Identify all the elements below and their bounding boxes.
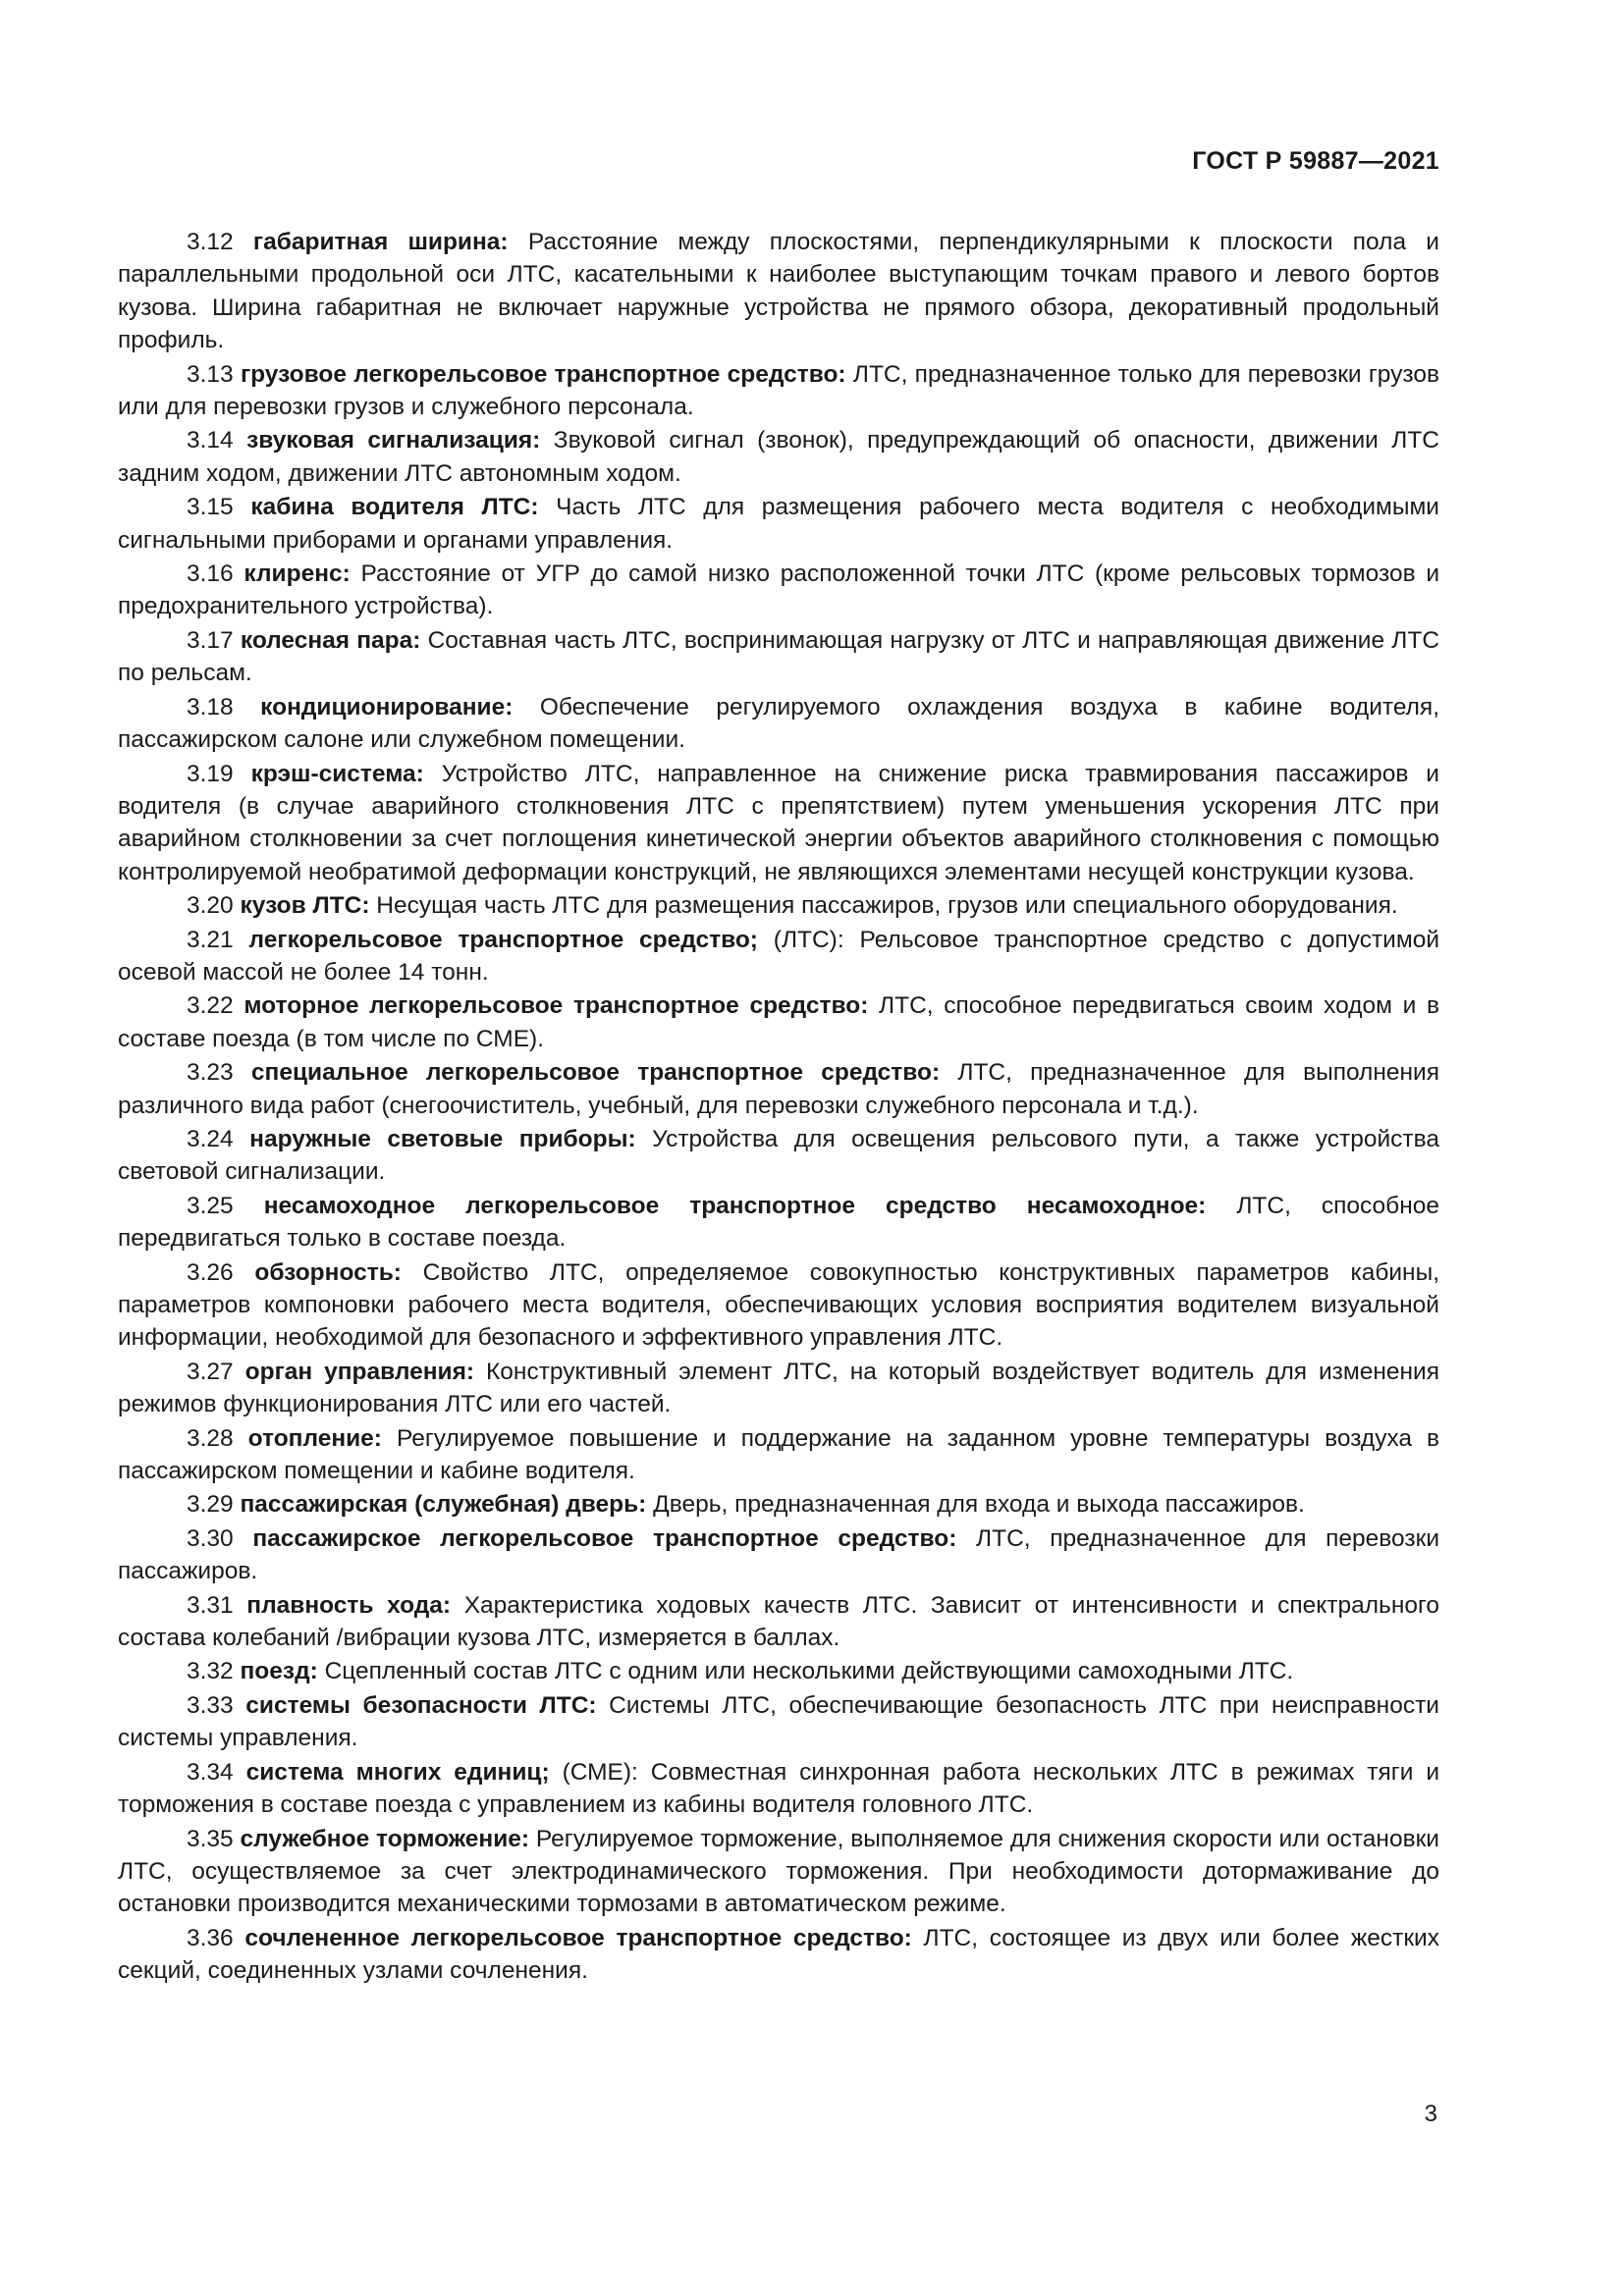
term-name: пассажирское легкорельсовое транспортное средство: xyxy=(252,1524,957,1552)
term-definition xyxy=(118,1356,1439,1421)
term-text: Регулируемое торможение, выполняемое для снижения скорости или остановки ЛТС, осуществляемое за счет электродинамического торможения. При необходимости дотормаживание до остановки производится механическими тормозами в автоматическом режиме. xyxy=(118,1825,1439,1918)
term-definition xyxy=(118,758,1439,889)
terms-list xyxy=(118,226,1439,1989)
term-definition xyxy=(118,924,1439,989)
term-text: Системы ЛТС, обеспечивающие безопасность ЛТС при неисправности системы управления. xyxy=(118,1691,1439,1752)
term-name: колесная пара: xyxy=(240,626,421,654)
term-text: Характеристика ходовых качеств ЛТС. Зависит от интенсивности и спектрального состава колебаний /вибрации кузова ЛТС, измеряется в баллах. xyxy=(118,1591,1439,1652)
term-text: Расстояние от УГР до самой низко расположенной точки ЛТС (кроме рельсовых тормозов и предохранительного устройства). xyxy=(118,561,1439,620)
term-definition xyxy=(118,1123,1439,1189)
term-name: звуковая сигнализация: xyxy=(246,427,541,454)
term-definition xyxy=(118,1689,1439,1755)
term-number: 3.19 xyxy=(187,760,234,787)
term-name: кабина водителя ЛТС: xyxy=(250,494,539,521)
term-name: наружные световые приборы: xyxy=(249,1125,636,1152)
term-number: 3.16 xyxy=(187,561,234,588)
term-definition xyxy=(118,1522,1439,1588)
term-number: 3.17 xyxy=(187,626,234,654)
term-name: габаритная ширина: xyxy=(252,229,509,255)
term-number: 3.21 xyxy=(187,926,234,953)
term-definition xyxy=(118,1256,1439,1355)
term-name: поезд: xyxy=(240,1658,318,1685)
term-definition xyxy=(118,1922,1439,1988)
term-number: 3.12 xyxy=(187,229,234,255)
term-number: 3.30 xyxy=(187,1524,234,1552)
term-name: легкорельсовое транспортное средство; xyxy=(248,926,758,953)
term-definition xyxy=(118,1756,1439,1822)
term-name: крэш-система: xyxy=(250,760,424,787)
term-text: ЛТС, способное передвигаться только в составе поезда. xyxy=(118,1192,1439,1253)
document-code-header: ГОСТ Р 59887—2021 xyxy=(1192,147,1439,175)
term-number: 3.13 xyxy=(187,360,234,388)
term-number: 3.23 xyxy=(187,1059,234,1087)
term-name: сочлененное легкорельсовое транспортное средство: xyxy=(244,1924,912,1951)
term-number: 3.26 xyxy=(187,1258,234,1286)
term-definition xyxy=(118,1655,1439,1687)
term-text: ЛТС, способное передвигаться своим ходом и в составе поезда (в том числе по СМЕ). xyxy=(118,992,1439,1052)
term-number: 3.31 xyxy=(187,1591,234,1619)
term-number: 3.36 xyxy=(187,1924,234,1951)
term-definition xyxy=(118,1056,1439,1122)
term-name: обзорность: xyxy=(254,1258,402,1286)
term-text: Обеспечение регулируемого охлаждения воздуха в кабине водителя, пассажирском салоне или служебном помещении. xyxy=(118,693,1440,754)
term-text: Несущая часть ЛТС для размещения пассажиров, грузов или специального оборудования. xyxy=(376,892,1398,920)
term-text: ЛТС, состоящее из двух или более жестких секций, соединенных узлами сочленения. xyxy=(118,1924,1439,1985)
term-definition xyxy=(118,491,1439,557)
term-definition xyxy=(118,691,1439,757)
term-text: ЛТС, предназначенное для выполнения различного вида работ (снегоочиститель, учебный, для перевозки служебного персонала и т.д.). xyxy=(118,1059,1439,1119)
term-text: Сцепленный состав ЛТС с одним или несколькими действующими самоходными ЛТС. xyxy=(324,1658,1294,1685)
term-number: 3.32 xyxy=(187,1658,234,1685)
term-number: 3.33 xyxy=(187,1691,234,1719)
term-text: Устройство ЛТС, направленное на снижение риска травмирования пассажиров и водителя (в случае аварийного столкновения ЛТС с препятствием) путем уменьшения ускорения ЛТС при аварийном столкновении за счет поглощения кинетической энергии объектов аварийного столкновения с помощью контролируемой необратимой деформации конструкций, не являющихся элементами несущей конструкции кузова. xyxy=(118,760,1439,885)
term-number: 3.24 xyxy=(187,1125,234,1152)
term-text: Составная часть ЛТС, воспринимающая нагрузку от ЛТС и направляющая движение ЛТС по рельсам. xyxy=(118,626,1440,687)
term-definition xyxy=(118,1823,1439,1921)
term-number: 3.28 xyxy=(187,1424,234,1452)
term-name: пассажирская (служебная) дверь: xyxy=(240,1491,647,1519)
term-name: моторное легкорельсовое транспортное средство: xyxy=(244,992,869,1020)
term-name: несамоходное легкорельсовое транспортное средство несамоходное: xyxy=(263,1192,1207,1219)
term-definition xyxy=(118,989,1439,1055)
term-text: Устройства для освещения рельсового пути, а также устройства световой сигнализации. xyxy=(118,1125,1440,1186)
term-name: грузовое легкорельсовое транспортное средство: xyxy=(240,360,846,388)
term-definition xyxy=(118,1589,1439,1655)
term-definition xyxy=(118,226,1439,357)
term-text: (СМЕ): Совместная синхронная работа нескольких ЛТС в режимах тяги и торможения в составе поезда с управлением из кабины водителя головного ЛТС. xyxy=(118,1758,1440,1819)
term-text: Свойство ЛТС, определяемое совокупностью конструктивных параметров кабины, параметров компоновки рабочего места водителя, обеспечивающих условия восприятия водителем визуальной информации, необходимой для безопасного и эффективного управления ЛТС. xyxy=(118,1258,1439,1352)
term-definition xyxy=(118,558,1439,623)
term-definition xyxy=(118,424,1439,490)
term-name: система многих единиц; xyxy=(245,1758,550,1786)
term-definition xyxy=(118,1488,1439,1521)
term-name: отопление: xyxy=(247,1424,382,1452)
term-number: 3.20 xyxy=(187,892,234,920)
term-number: 3.34 xyxy=(187,1758,234,1786)
term-text: Часть ЛТС для размещения рабочего места водителя с необходимыми сигнальными приборами и органами управления. xyxy=(118,494,1439,554)
term-name: кондиционирование: xyxy=(260,693,514,721)
term-number: 3.27 xyxy=(187,1358,234,1385)
term-text: Конструктивный элемент ЛТС, на который воздействует водитель для изменения режимов функционирования ЛТС или его частей. xyxy=(118,1358,1440,1418)
term-name: кузов ЛТС: xyxy=(240,892,370,920)
term-name: орган управления: xyxy=(244,1358,475,1385)
term-number: 3.18 xyxy=(187,693,234,721)
term-definition xyxy=(118,358,1439,424)
term-number: 3.29 xyxy=(187,1491,234,1519)
term-name: специальное легкорельсовое транспортное средство: xyxy=(250,1059,941,1087)
term-text: ЛТС, предназначенное для перевозки пассажиров. xyxy=(118,1524,1440,1585)
term-name: плавность хода: xyxy=(246,1591,452,1619)
term-name: клиренс: xyxy=(244,561,351,588)
term-text: Регулируемое повышение и поддержание на заданном уровне температуры воздуха в пассажирском помещении и кабине водителя. xyxy=(118,1424,1440,1485)
term-text: Звуковой сигнал (звонок), предупреждающий об опасности, движении ЛТС задним ходом, движении ЛТС автономным ходом. xyxy=(118,427,1440,487)
term-number: 3.14 xyxy=(187,427,234,454)
term-name: служебное торможение: xyxy=(240,1825,530,1852)
term-name: системы безопасности ЛТС: xyxy=(245,1691,597,1719)
term-text: ЛТС, предназначенное только для перевозки грузов или для перевозки грузов и служебного персонала. xyxy=(118,360,1439,421)
term-text: Дверь, предназначенная для входа и выхода пассажиров. xyxy=(653,1491,1305,1519)
term-definition xyxy=(118,1190,1439,1255)
term-definition xyxy=(118,889,1439,922)
term-definition xyxy=(118,624,1439,690)
term-number: 3.35 xyxy=(187,1825,234,1852)
term-number: 3.22 xyxy=(187,992,234,1020)
term-number: 3.25 xyxy=(187,1192,234,1219)
page-number: 3 xyxy=(1424,2101,1437,2127)
term-text: Расстояние между плоскостями, перпендикулярными к плоскости пола и параллельными продольной оси ЛТС, касательными к наиболее выступающим точкам правого и левого бортов кузова. Ширина габаритная не включает наружные устройства не прямого обзора, декоративный продольный профиль. xyxy=(118,229,1439,354)
term-definition xyxy=(118,1422,1439,1488)
term-text: (ЛТС): Рельсовое транспортное средство с допустимой осевой массой не более 14 тонн. xyxy=(118,926,1440,986)
term-number: 3.15 xyxy=(187,494,234,521)
